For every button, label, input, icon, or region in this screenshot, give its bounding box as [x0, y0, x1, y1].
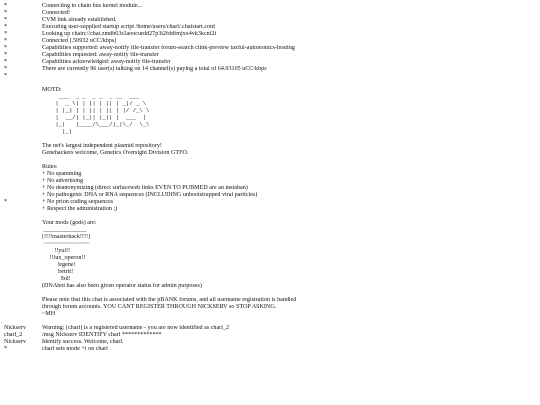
- log-line-text: + No prion coding sequences: [42, 199, 114, 205]
- log-line-text: [42, 157, 534, 164]
- log-line-nick: *: [4, 73, 8, 79]
- log-line-nick: *: [4, 10, 8, 16]
- log-line: [4, 87, 534, 94]
- log-line: [4, 192, 534, 199]
- log-line-text: Looking up chain://chat.zmdb63r2aoocurdd27p3i2fddfmjxx4vk3kcni2i: [42, 31, 217, 37]
- log-line-text: ~MH: [42, 311, 56, 317]
- log-line: [4, 115, 534, 122]
- log-line-text: charl sets mode +i on charl: [42, 346, 108, 352]
- log-line-nick: [4, 262, 42, 269]
- log-line: [4, 80, 534, 87]
- log-line: [4, 31, 534, 38]
- motd-ascii-art: | __/| |_|| |_|| | ___ |: [42, 115, 147, 121]
- log-line: [4, 185, 534, 192]
- log-line-nick: *: [4, 66, 8, 72]
- log-line-text: (DNAbot has also been given operator status for admin purposes): [42, 283, 202, 289]
- log-line: [4, 178, 534, 185]
- log-line-nick: charl_2: [4, 332, 23, 338]
- log-line-nick: [4, 185, 42, 192]
- log-line-text: !egene!: [42, 262, 76, 268]
- log-line: [4, 269, 534, 276]
- log-line: [4, 101, 534, 108]
- log-line-text: through forum accounts. YOU CANT REGISTER THROUGH NICKSERV so STOP ASKING.: [42, 304, 277, 310]
- log-line-text: Capabilities supported: away-notify file-transfer forum-search clink-preview taxful-autonomics-hosting: [42, 45, 295, 51]
- log-line-nick: *: [4, 199, 8, 205]
- log-line-nick: *: [4, 38, 8, 44]
- log-line: [4, 17, 534, 24]
- log-line-nick: [4, 276, 42, 283]
- log-line: [4, 262, 534, 269]
- log-line-text: [42, 290, 534, 297]
- log-line: [4, 143, 534, 150]
- log-line-nick: [4, 108, 42, 115]
- log-line-nick: [4, 164, 42, 171]
- log-line: [4, 241, 534, 248]
- log-line-nick: [4, 192, 42, 199]
- log-line-text: Connected [.50932 uCC/kbps]: [42, 38, 117, 44]
- log-line: [4, 318, 534, 325]
- log-line-nick: *: [4, 346, 8, 352]
- log-line-nick: [4, 87, 42, 94]
- log-line: [4, 164, 534, 171]
- log-line-text: CVM link already established.: [42, 17, 117, 23]
- log-line: [4, 290, 534, 297]
- log-line-nick: [4, 171, 42, 178]
- log-line: [4, 45, 534, 52]
- log-line-text: [42, 80, 534, 87]
- motd-ascii-art: | _ \| | || | || | _|/ _ \: [42, 101, 147, 107]
- log-line-nick: [4, 304, 42, 311]
- log-line-text: !!lux_operon!!: [42, 255, 86, 261]
- log-line-text: ~~~~~~~~~~~~~~: [42, 241, 90, 247]
- log-line-text: [42, 136, 534, 143]
- log-line: [4, 171, 534, 178]
- log-line-text: [42, 73, 534, 80]
- log-line-nick: [4, 80, 42, 87]
- log-line: [4, 206, 534, 213]
- log-line-text: !bil!: [42, 276, 71, 282]
- log-line-nick: *: [4, 45, 8, 51]
- log-line: [4, 157, 534, 164]
- log-line-nick: [4, 129, 42, 136]
- motd-ascii-art: | |_) | | || | || | |/ /_\ \: [42, 108, 150, 114]
- log-line-text: [42, 318, 534, 325]
- log-line-nick: *: [4, 31, 8, 37]
- log-line-nick: [4, 234, 42, 241]
- log-line: [4, 283, 534, 290]
- log-line: [4, 150, 534, 157]
- log-line-nick: [4, 101, 42, 108]
- log-line-nick: [4, 213, 42, 220]
- log-line: [4, 24, 534, 31]
- motd-ascii-art: |_| |____/\___/|_|\_/ \_\: [42, 122, 150, 128]
- log-line-nick: [4, 290, 42, 297]
- log-line-nick: [4, 206, 42, 213]
- log-line: [4, 325, 534, 332]
- log-line: [4, 94, 534, 101]
- log-line-text: !!yui!!: [42, 248, 71, 254]
- log-line-text: Genehackers welcome, Genetics Oversight Division GTFO.: [42, 150, 189, 156]
- log-line-nick: [4, 122, 42, 129]
- log-line-text: Your mods (gods) are:: [42, 220, 97, 226]
- log-line-text: /msg Nickserv IDENTIFY charl *************: [42, 332, 162, 338]
- log-line-nick: *: [4, 17, 8, 23]
- log-line: [4, 276, 534, 283]
- motd-ascii-art: |_|: [42, 129, 73, 135]
- log-line: [4, 339, 534, 346]
- log-line: [4, 122, 534, 129]
- log-line-text: Executing user-supplied startup script /home/users/charl/.chatstart.conf: [42, 24, 216, 30]
- log-line: [4, 346, 534, 353]
- log-line-text: + No advertising: [42, 178, 84, 184]
- log-line: [4, 227, 534, 234]
- log-line-text: MOTD:: [42, 87, 62, 93]
- log-line: [4, 311, 534, 318]
- log-line-text: [42, 213, 534, 220]
- log-line: [4, 129, 534, 136]
- log-line: [4, 59, 534, 66]
- log-line-nick: [4, 150, 42, 157]
- log-line-nick: [4, 136, 42, 143]
- log-line-nick: [4, 283, 42, 290]
- log-line-text: The net's largest independent plasmid repository!: [42, 143, 162, 149]
- log-line-nick: [4, 178, 42, 185]
- log-line: [4, 234, 534, 241]
- log-line: [4, 52, 534, 59]
- log-line-nick: [4, 220, 42, 227]
- log-line-text: Warning: [charl] is a registered username - you are now identified as charl_2: [42, 325, 229, 331]
- log-line-nick: [4, 311, 42, 318]
- log-line: [4, 73, 534, 80]
- log-line-text: Capabilities requested: away-notify file-transfer: [42, 52, 159, 58]
- log-line: [4, 199, 534, 206]
- log-line-nick: *: [4, 59, 8, 65]
- log-line-nick: [4, 318, 42, 325]
- log-line-text: ______________: [42, 227, 87, 233]
- log-line-text: Connected!: [42, 10, 71, 16]
- log-line: [4, 108, 534, 115]
- log-line: [4, 136, 534, 143]
- motd-ascii-art: ___ _ _ _ _ _ __ ___: [42, 94, 140, 100]
- log-line-nick: [4, 241, 42, 248]
- log-line-text: + No spamming: [42, 171, 82, 177]
- log-line-text: !retrit!: [42, 269, 74, 275]
- log-line-nick: Nickserv: [4, 325, 26, 331]
- log-line-text: Rules:: [42, 164, 58, 170]
- log-line-text: Connecting to chain bus kernel module...: [42, 3, 143, 9]
- log-line-nick: *: [4, 52, 8, 58]
- chat-log: [4, 3, 534, 353]
- log-line-text: Please note that this chat is associated with the pBANK forums, and all username registration is handled: [42, 297, 297, 303]
- log-line-nick: *: [4, 3, 8, 9]
- log-line-text: + No pathogenic DNA or RNA sequences (INCLUDING unbootstrapped viral particles): [42, 192, 258, 198]
- log-line: [4, 3, 534, 10]
- log-line-nick: [4, 227, 42, 234]
- log-line: [4, 248, 534, 255]
- log-line-nick: [4, 115, 42, 122]
- log-line-nick: Nickserv: [4, 339, 26, 345]
- log-line-nick: [4, 248, 42, 255]
- log-line-text: + No deanonymizing (direct surfaceweb links EVEN TO PUBMED are an instaban): [42, 185, 248, 191]
- log-line-nick: *: [4, 24, 8, 30]
- log-line-text: [!!!!masterhack!!!!]: [42, 234, 91, 240]
- log-line-text: + Respect the administration ;): [42, 206, 118, 212]
- log-line-nick: [4, 255, 42, 262]
- log-line-nick: [4, 94, 42, 101]
- log-line: [4, 297, 534, 304]
- log-line: [4, 66, 534, 73]
- log-line: [4, 255, 534, 262]
- log-line: [4, 213, 534, 220]
- log-line-nick: [4, 269, 42, 276]
- log-line: [4, 38, 534, 45]
- log-line-text: Capabilities acknowledged: away-notify file-transfer: [42, 59, 171, 65]
- log-line: [4, 304, 534, 311]
- log-line: [4, 332, 534, 339]
- log-line-nick: [4, 143, 42, 150]
- log-line-nick: [4, 157, 42, 164]
- log-line: [4, 10, 534, 17]
- log-line-text: Identify success. Welcome, charl.: [42, 339, 124, 345]
- log-line-nick: [4, 297, 42, 304]
- log-line-text: There are currently 96 user(s) talking on 14 channel(s) paying a total of 64.93105 uCC/kbps: [42, 66, 267, 72]
- log-line: [4, 220, 534, 227]
